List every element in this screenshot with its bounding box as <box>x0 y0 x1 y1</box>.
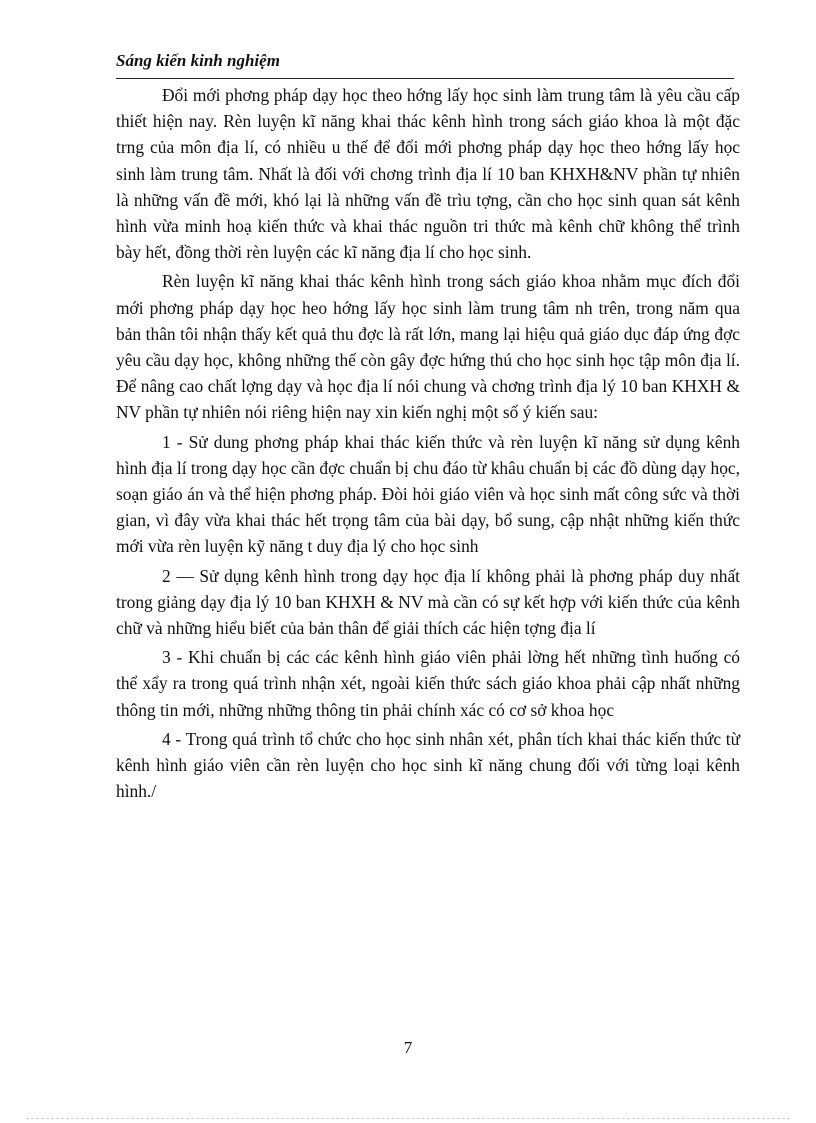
paragraph-point-3: 3 - Khi chuẩn bị các các kênh hình giáo viên phải lờng hết những tình huống có thể xẩy ra trong quá trình nhận xét, ngoài kiến thức sách giáo khoa phải cập nhất những thông tin mới, những những thông tin phải chính xác có cơ sở khoa học <box>116 647 740 720</box>
document-header-title: Sáng kiến kinh nghiệm <box>116 51 280 70</box>
paragraph-recommendation-lead: Rèn luyện kĩ năng khai thác kênh hình trong sách giáo khoa nhằm mục đích đổi mới phơng pháp dạy học heo hớng lấy học sinh làm trung tâm nh trên, trong năm qua bản thân tôi nhận thấy kết quả thu đợc là rất lớn, mang lại hiệu quả giáo dục đáp ứng đợc yêu cầu dạy học, không những thế còn gây đợc hứng thú cho học sinh học tập môn địa lí. Để nâng cao chất lợng dạy và học địa lí nói chung và chơng trình địa lý 10 ban KHXH & NV phần tự nhiên nói riêng hiện nay xin kiến nghị một số ý kiến sau: <box>116 271 740 423</box>
paragraph-point-4: 4 - Trong quá trình tổ chức cho học sinh nhân xét, phân tích khai thác kiến thức từ kênh hình giáo viên cần rèn luyện cho học sinh kĩ năng chung đối với từng loại kênh hình./ <box>116 728 740 802</box>
page-bottom-divider <box>26 1118 790 1119</box>
document-body <box>116 82 740 804</box>
paragraph-point-2: 2 — Sử dụng kênh hình trong dạy học địa lí không phải là phơng pháp duy nhất trong giảng dạy địa lý 10 ban KHXH & NV mà cần có sự kết hợp với kiến thức của kênh chữ và những hiểu biết của bản thân để giải thích các hiện tợng địa lí <box>116 565 740 639</box>
paragraph-point-1: 1 - Sử dung phơng pháp khai thác kiến thức và rèn luyện kĩ năng sử dụng kênh hình địa lí trong dạy học cần đợc chuẩn bị chu đáo từ khâu chuẩn bị các đồ dùng dạy học, soạn giáo án và thể hiện phơng pháp. Đòi hỏi giáo viên và học sinh mất công sức và thời gian, vì đây vừa khai thác hết trọng tâm của bài dạy, bổ sung, cập nhật những kiến thức mới vừa rèn luyện kỹ năng t duy địa lý cho học sinh <box>116 431 740 557</box>
header-rule <box>116 78 734 79</box>
paragraph-intro: Đổi mới phơng pháp dạy học theo hớng lấy học sinh làm trung tâm là yêu cầu cấp thiết hiện nay. Rèn luyện kĩ năng khai thác kênh hình trong sách giáo khoa là một đặc trng của môn địa lí, có nhiều u thế để đổi mới phơng pháp dạy học theo hớng lấy học sinh làm trung tâm. Nhất là đối với chơng trình địa lí 10 ban KHXH&NV phần tự nhiên là những vấn đề mới, khó lại là những vấn đề trìu tợng, cần cho học sinh quan sát kênh hình vừa minh hoạ kiến thức và khai thác nguồn tri thức mà kênh chữ không thể trình bày hết, đồng thời rèn luyện các kĩ năng địa lí cho học sinh. <box>116 85 740 263</box>
page-number: 7 <box>403 1038 413 1057</box>
